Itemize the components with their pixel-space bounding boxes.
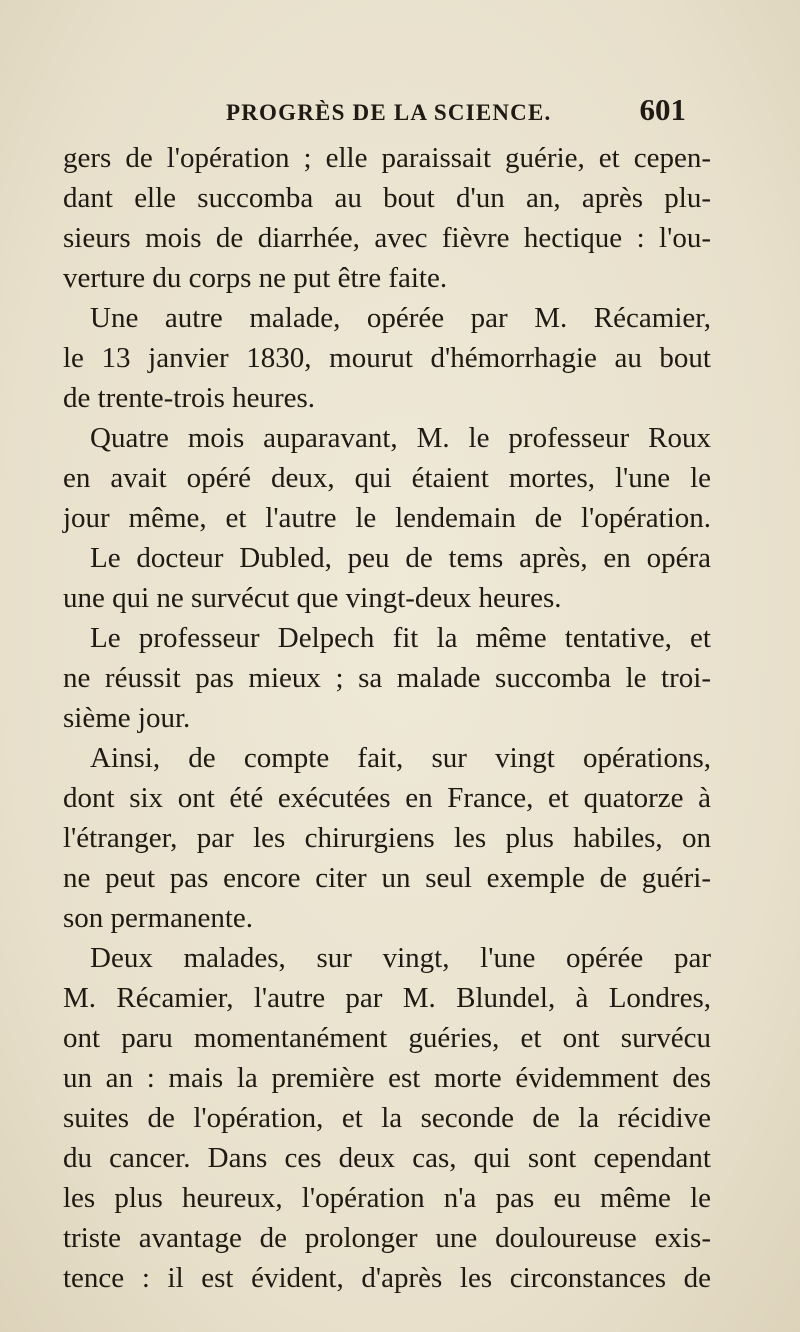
text-line: jour même, et l'autre le lendemain de l'opération. bbox=[63, 502, 711, 534]
text-line: du cancer. Dans ces deux cas, qui sont cependant bbox=[63, 1142, 711, 1174]
text-line: l'étranger, par les chirurgiens les plus habiles, on bbox=[63, 822, 711, 854]
text-line: sième jour. bbox=[63, 702, 191, 734]
text-line: gers de l'opération ; elle paraissait guérie, et cepen- bbox=[63, 142, 711, 174]
text-line: son permanente. bbox=[63, 902, 254, 934]
body-text bbox=[63, 138, 711, 1298]
text-line: suites de l'opération, et la seconde de la récidive bbox=[63, 1102, 711, 1134]
text-line: une qui ne survécut que vingt-deux heures. bbox=[63, 582, 562, 614]
text-line: de trente-trois heures. bbox=[63, 382, 316, 414]
text-line: tence : il est évident, d'après les circonstances de bbox=[63, 1262, 711, 1294]
text-line: ont paru momentanément guéries, et ont survécu bbox=[63, 1022, 711, 1054]
running-head bbox=[226, 92, 686, 126]
text-line: triste avantage de prolonger une douloureuse exis- bbox=[63, 1222, 711, 1254]
text-line: Deux malades, sur vingt, l'une opérée par bbox=[90, 942, 711, 974]
text-line: en avait opéré deux, qui étaient mortes, l'une le bbox=[63, 462, 711, 494]
text-line: dant elle succomba au bout d'un an, après plu- bbox=[63, 182, 711, 214]
text-line: Le docteur Dubled, peu de tems après, en opéra bbox=[90, 542, 711, 574]
text-line: le 13 janvier 1830, mourut d'hémorrhagie au bout bbox=[63, 342, 711, 374]
text-line: ne réussit pas mieux ; sa malade succomba le troi- bbox=[63, 662, 711, 694]
page-number: 601 bbox=[639, 92, 686, 127]
text-line: Quatre mois auparavant, M. le professeur Roux bbox=[90, 422, 711, 454]
text-line: dont six ont été exécutées en France, et quatorze à bbox=[63, 782, 711, 814]
text-line: M. Récamier, l'autre par M. Blundel, à Londres, bbox=[63, 982, 711, 1014]
text-line: Le professeur Delpech fit la même tentative, et bbox=[90, 622, 711, 654]
text-line: sieurs mois de diarrhée, avec fièvre hectique : l'ou- bbox=[63, 222, 711, 254]
text-line: un an : mais la première est morte évidemment des bbox=[63, 1062, 711, 1094]
text-line: Ainsi, de compte fait, sur vingt opérations, bbox=[90, 742, 711, 774]
text-line: les plus heureux, l'opération n'a pas eu même le bbox=[63, 1182, 711, 1214]
text-line: ne peut pas encore citer un seul exemple de guéri- bbox=[63, 862, 711, 894]
running-title: PROGRÈS DE LA SCIENCE. bbox=[226, 100, 552, 125]
text-line: verture du corps ne put être faite. bbox=[63, 262, 448, 294]
text-line: Une autre malade, opérée par M. Récamier, bbox=[90, 302, 711, 334]
